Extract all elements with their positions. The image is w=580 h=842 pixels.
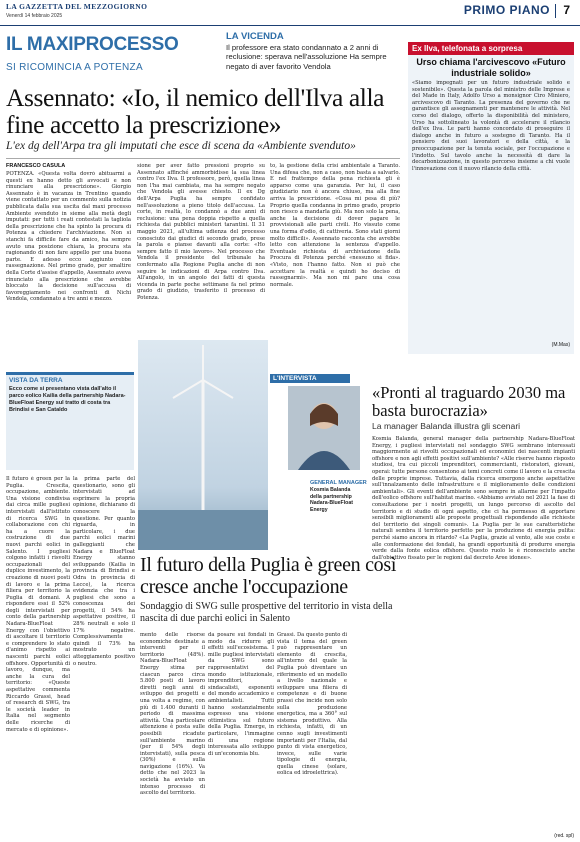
- intervista-label: L'INTERVISTA: [270, 374, 350, 383]
- main-col-1: POTENZA. «Questa volta dovrò abituarmi a questi ex hanno detto gli avvocati e non rinunciare alla prescrizione». Giorgio Assennato è in vacanza in Trentino quando viene contattato per un commento sulla notizia pubblicata dalla sua uscita dal maxi processo Ambiente svenduto in sieme alla metà degli imputati: per tutti i reati contestati la tagliola della prescrizione che ha spinto la procura di Potenza a chiedere l'archiviazione. Non si stanchi fa difficile fare da amico, ha sempre avuto una posizione chiara, la procura sta ragionando di non fare appello per una buona parte. E adesso ecco aggiunto con rassegnazione. Nel primo grado, per smaltire della Corte d'assise d'appello, Assennato aveva rinunciato alla prescrizione che avrebbe bloccato la decisione sull'accusa di favoreggiamento nei confronti di Nichi Vendola, condannato a tre anni e mezzo.: [6, 171, 131, 303]
- vista-caption: Ecco come si presentano vista dall'alto il parco eolico Kailia della partnership Nadara-BlueFloat Energy sul tratto di costa tra Brindisi e San Cataldo: [9, 386, 126, 413]
- vicenda-text: Il professore era stato condannato a 2 anni di reclusione: sperava nell'assoluzione Ha sempre negato di aver favorito Vendola: [226, 43, 387, 71]
- byline: FRANCESCO CASULA: [6, 163, 66, 169]
- main-headline: Assennato: «Io, il nemico dell'Ilva alla fine accetto la prescrizione»: [6, 83, 385, 139]
- masthead-date: Venerdì 14 febbraio 2025: [6, 13, 63, 19]
- intervista-subhead: La manager Balanda illustra gli scenari: [372, 421, 521, 431]
- puglia-col-c: mento delle risorse economiche destinate a interventi per il territorio (48%). Nadara-BlueFloat Energy stima per ciascun parco circa 5.800 posti di lavoro diretti negli anni di sviluppo dei progetti e una volta a regime, con più di 1.400 duranti il periodo di massima attività. Una particolare attenzione è posta sulle possibili ricadute sull'ambiente marino (per il 54% degli intervistati), sulla pesca (30%) e sulla navigazione (16%). Va detto che nel 2023 la società ha avviato un intenso processo di ascolto del territorio.: [140, 632, 205, 797]
- person-caption: Kosmia Balanda della partnership Nadara-BlueFloat Energy: [310, 487, 353, 513]
- puglia-subhead: Sondaggio di SWG sulle prospettive del territorio in vista della nascita di due parchi eolici in Salento: [140, 601, 393, 624]
- intervista-headline: «Pronti al traguardo 2030 ma basta burocrazia»: [372, 383, 566, 420]
- kicker-sub: SI RICOMINCIA A POTENZA: [6, 62, 143, 73]
- main-col-2: sione per aver fatto pressioni proprio su Assennato affinché ammorbidisse la sua linea contro l'ex Ilva. Il professore, però, quella linea non l'ha mai cambiata, ma ha sempre negato che Vendola gli avesse chiesto. Il ex Dg dell'Arpa Puglia ha sempre confidato nell'assoluzione a pieno titolo dell'accusa. La corte, in realtà, lo condannò a due anni di reclusione: una pena doppia rispetto a quella richiesta dai pubblici ministeri tarantini. Il 31 maggio 2021, all'ultima udienza del processo conosciuto dai giudici di secondo grado, prese la parola e pianse davanti alla corte: «Ho sempre fatto il mio lavoro». Nel processo che Vendola il presidente del tribunale ha confermato alla Regione Puglia anche di non seguire le indicazioni di Arpa contro Ilva. All'angolo, in un angolo dei fatti di questa vicenda in parte poche settimane fa nel primo grado di giudizio, trasferito il processo di Potenza.: [137, 163, 265, 301]
- masthead-section: PRIMO PIANO: [463, 3, 550, 17]
- masthead: [0, 0, 580, 26]
- person-label: GENERAL MANAGER: [310, 480, 367, 486]
- turbine-photo: [138, 340, 268, 550]
- masthead-paper: LA GAZZETTA DEL MEZZOGIORNO: [6, 2, 148, 11]
- sidebar-band: Ex Ilva, telefonata a sorpresa: [408, 42, 574, 55]
- puglia-col-e: Grassi. Da questo punto di vista il tema del green può rappresentare un elemento di crescita, all'interno del quale la Puglia può diventare un riferimento ed un modello a livello nazionale e sviluppare una filiera di competenze e di buone prassi che incide non solo sulla produzione energetica, ma a 360° sul sistema produttivo. Alla richiesta, infatti, di un cenno sugli investimenti importanti per l'Italia, dal punto di vista energetico, invece, sulle varie tipologie di energia, quella cinese (solare, eolica ed idroelettrica).: [277, 632, 347, 777]
- wind-turbine-icon: [138, 340, 268, 550]
- puglia-col-b: la prima parte del questionario, sono gli intervistati ad esprimere la propria opinione, dichiarano di conoscere la questione. Per quanto riguarda, in particolare, i due parchi eolici marini galleggianti che Nadara e BlueFloat Energy stanno sviluppando (Kailia in provincia di Brindisi e Odra in provincia di Lecce), la ricerca evidenzia che tra i pugliesi che sono a conoscenza dei progetti, il 54% ha aspettative positive, il 28% neutrali e solo il 17% negative. Complessivamente quindi il 73% ha mostrato un atteggiamento positivo o neutro.: [73, 476, 135, 667]
- masthead-divider: [555, 4, 556, 18]
- vicenda-box: [226, 31, 396, 79]
- main-subhead: L'ex dg dell'Arpa tra gli imputati che esce di scena da «Ambiente svenduto»: [6, 140, 356, 152]
- kicker-title: IL MAXIPROCESSO: [6, 34, 179, 55]
- vista-box: [6, 372, 134, 470]
- vista-label: VISTA DA TERRA: [9, 377, 63, 384]
- puglia-col-d: da posare sui fondali in modo da ridurre gli effetti sull'ecosistema. I mille pugliesi intervistati da SWG sono rappresentativi del mondo istituzionale, imprenditori, sindacalisti, esponenti del mondo accademico e ambientalisti. Tutti hanno sostanzialmente espresso una visione ottimistica sul futuro della Puglia. Emerge, in particolare, l'immagine di una regione interessata allo sviluppo di un'economia blu.: [208, 632, 274, 757]
- intervista-body: Kosmia Balanda, general manager della partnership Nadara-BlueFloat Energy, i pugliesi intervistati nel sondaggio SWG sembrano interessati maggiormente ai risvolti occupazionali ed economici dei nascenti impianti offshore e non agli effetti positivi sull'ambiente? «Alle riserve hanno risposto studiosi, tra cui piccoli imprenditori, commercianti, ristoratori, giovani, operai: tutte persone consentono ai temi concreti come il lavoro e la crescita delle proprie imprese. Tuttavia, dalla ricerca emergono anche aspettative sull'innalzamento delle infrastrutture e il miglioramento delle condizioni ambientali». Gli eventi dell'ambiente sono sempre in allarme per l'impatto dell'eolico offshore sull'habitat marino. «Abbiamo avviato nel 2021 la fase di consultazione per i nostri progetti, un lungo percorso di ascolto del territorio e di studio di ogni aspetto, che ci ha permesso di apportare sensibili miglioramenti alle proposte progettuali rispondendo alle richieste del territorio dei singoli comuni». La Puglia per le sue caratteristiche naturali sembra il territorio perfetto per la produzione di energia pulita: perché siamo ancora in ritardo? «La Puglia, grazie al vento, alle sue coste e alle conformazione dei fondali, ha grandi opportunità di produrre energia verde dalla fonte eolica offshore. Questo ruolo le è riconosciuto anche dall'obiettivo fissato per le regioni dal decreto Aree idonee».: [372, 436, 575, 561]
- sidebar-text: «Siamo impegnati per un futuro industriale solido e sostenibile». Questa la parola del ministro delle Imprese e del Made in Italy, Adolfo Urso a monsignor Ciro Miniero, arcivescovo di Taranto. La presenza del governo che ne garantisce gli assegnamenti per mantenere le attività. Nel corso del dialogo, offerto la disponibilità del ministero, Urso ha sottolineato la volontà di accelerare il rilancio dell'ex Ilva. Le parti hanno concordato di proseguire il dialogo anche in futuro a sostegno di Taranto. Ha il pensiero dei suoi lavoratori e della città, e la preoccupazione per la tenuta sociale, per l'occupazione e l'indotto. Sul tavolo anche la necessità di dare la decarbonizzazione, in questo percorso insieme a chi vuole l'innovazione con il nuovo rilancio della città.: [412, 80, 570, 172]
- puglia-headline: Il futuro della Puglia è green così cresce anche l'occupazione: [140, 554, 397, 598]
- sidebar: [408, 42, 574, 354]
- page-number: 7: [563, 3, 570, 17]
- sidebar-title: Urso chiama l'arcivescovo «Futuro industriale solido»: [416, 57, 566, 78]
- portrait-icon: [288, 386, 360, 470]
- headline-rule: [6, 158, 400, 159]
- puglia-col-a: Il futuro è green per la Puglia. Crescita, occupazione, ambiente. Una visione condivisa dai circa mille pugliesi intervistati dall'istituto di ricerca SWG in collaborazione con chi ha a cuore la costruzione di due nuovi parchi eolici in Salento. I pugliesi colgono infatti i risvolti occupazionali del duplice investimento, la creazione di nuovi posti di lavoro e la prima filiera per territorio la Puglia di domani. A rispondere essi il 52% degli intervistati per conto della partnership Nadara-BlueFloat Energy con l'obiettivo di ascoltare il territorio e comprendere lo stato d'animo rispetto ai nascenti parchi eolici offshore. Opportunità di lavoro, dunque, ma anche la cura del territorio: «Queste aspettative commenta Riccardo Grassi, head of research di SWG, tra le società leader in Italia nel segmento delle ricerche di mercato e di opinione».: [6, 476, 70, 733]
- main-col-3: to, la gestione della crisi ambientale a Taranto. Una difesa che, non a caso, non basta a salvarlo. E nel frattempo della pena richiesta gli è apparso come una garanzia. Per lui, il caso giudiziario non è ancora chiuso, ma alla fine arriva la prescrizione. «Cosa mi pesa di più? Proprio quella condanna in primo grado, proprio non riesco a mandarla giù. Ma non solo la pena, anche la decisione di dover pagare le provvisionali alle parti civili. Ho vissuto come una forma d'odio, di cattiveria. Sono stati giorni molto difficili». Assennato racconta che avrebbe letto con attenzione la sentenza d'appello. Eventuale richiesta di archiviazione della Procura di Potenza perché «nessuno si fida». «Visto, non l'hanno fatto. Non si può che accettare la realtà e quindi ho deciso di rassegnarmi». Ma non mi pare una cosa normale.: [270, 163, 400, 288]
- manager-photo: [288, 386, 360, 470]
- vicenda-label: LA VICENDA: [226, 31, 284, 42]
- sidebar-signature: (M.Mas): [551, 342, 570, 348]
- intervista-signature: (red. spl): [554, 833, 574, 839]
